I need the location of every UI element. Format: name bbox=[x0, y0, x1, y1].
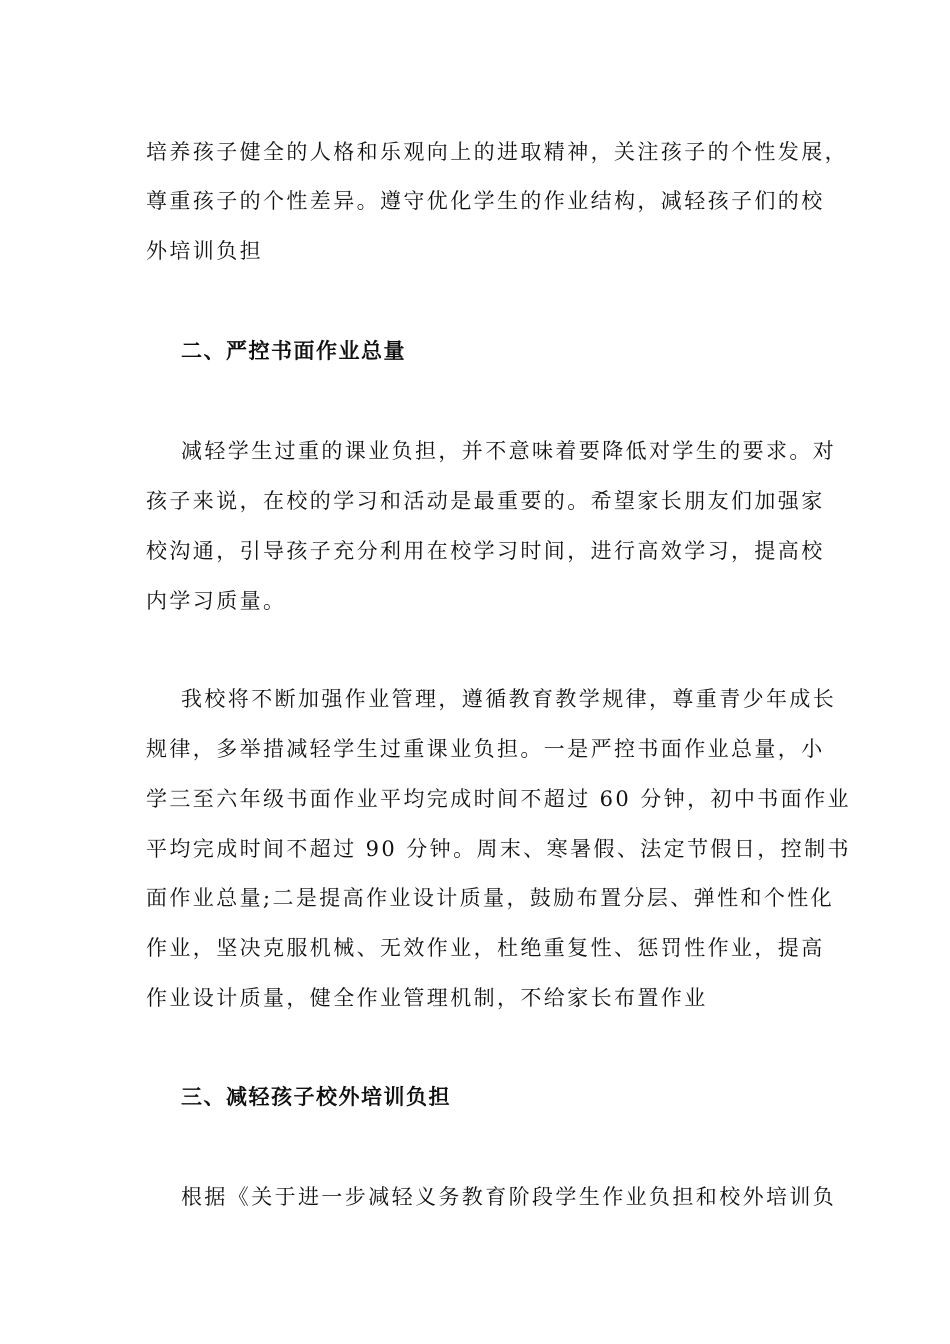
section-2-para-1-line-3: 校沟通，引导孩子充分利用在校学习时间，进行高效学习，提高校 bbox=[146, 539, 825, 563]
section-2-para-2-line-4: 平均完成时间不超过 90 分钟。周末、寒暑假、法定节假日，控制书 bbox=[146, 837, 851, 861]
section-2-para-2-line-2: 规律，多举措减轻学生过重课业负担。一是严控书面作业总量，小 bbox=[146, 737, 825, 761]
section-2-para-2-line-3: 学三至六年级书面作业平均完成时间不超过 60 分钟，初中书面作业 bbox=[146, 787, 851, 811]
intro-line-2: 尊重孩子的个性差异。遵守优化学生的作业结构，减轻孩子们的校 bbox=[146, 189, 825, 213]
section-2-para-1-line-2: 孩子来说，在校的学习和活动是最重要的。希望家长朋友们加强家 bbox=[146, 489, 825, 513]
intro-line-3: 外培训负担 bbox=[146, 239, 263, 263]
section-2-para-2-line-7: 作业设计质量，健全作业管理机制，不给家长布置作业 bbox=[146, 986, 708, 1010]
intro-line-1: 培养孩子健全的人格和乐观向上的进取精神，关注孩子的个性发展， bbox=[146, 140, 848, 164]
section-2-para-2-line-6: 作业，坚决克服机械、无效作业，杜绝重复性、惩罚性作业，提高 bbox=[146, 936, 825, 960]
section-2-para-1-line-4: 内学习质量。 bbox=[146, 589, 287, 613]
section-2-para-2-line-5: 面作业总量;二是提高作业设计质量，鼓励布置分层、弹性和个性化 bbox=[146, 886, 835, 910]
section-2-para-2-line-1: 我校将不断加强作业管理，遵循教育教学规律，尊重青少年成长 bbox=[181, 687, 837, 711]
section-2-heading: 二、严控书面作业总量 bbox=[181, 338, 406, 363]
section-2-para-1-line-1: 减轻学生过重的课业负担，并不意味着要降低对学生的要求。对 bbox=[181, 439, 837, 463]
section-3-para-1-line-1: 根据《关于进一步减轻义务教育阶段学生作业负担和校外培训负 bbox=[181, 1185, 837, 1209]
section-3-heading: 三、减轻孩子校外培训负担 bbox=[181, 1084, 451, 1109]
